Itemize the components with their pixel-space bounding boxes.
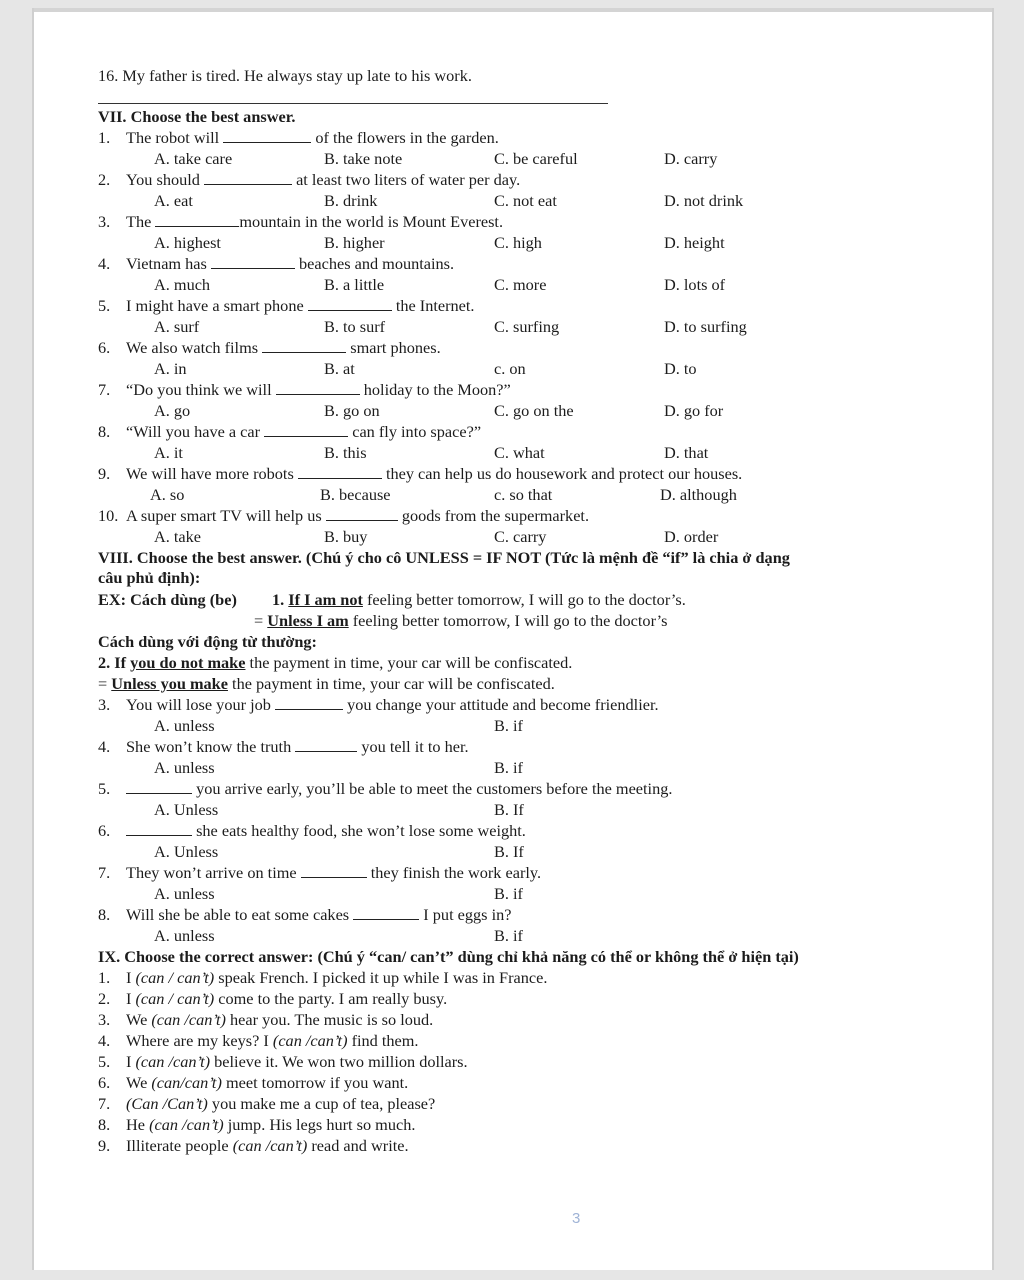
section-9-title: IX. Choose the correct answer: (Chú ý “can/ can’t” dùng chỉ khả năng có thể or không thể ở hiện tại) — [98, 947, 799, 966]
question-number: 7. — [98, 863, 111, 882]
option-a[interactable]: A. go — [154, 401, 191, 420]
question-stem: She won’t know the truth you tell it to her. — [126, 737, 469, 756]
option-b[interactable]: B. If — [494, 842, 524, 861]
question-stem: Will she be able to eat some cakes I put eggs in? — [126, 905, 512, 924]
option-c[interactable]: C. more — [494, 275, 547, 294]
answer-line-16 — [98, 103, 608, 104]
option-d[interactable]: D. to surfing — [664, 317, 747, 336]
option-c[interactable]: c. on — [494, 359, 526, 378]
question-stem: You will lose your job you change your attitude and become friendlier. — [126, 695, 659, 714]
question-stem: “Will you have a car can fly into space?” — [126, 422, 482, 441]
choice-option[interactable]: (can /can’t) — [149, 1115, 224, 1134]
answer-blank[interactable] — [262, 338, 346, 353]
question-number: 5. — [98, 779, 111, 798]
page-number: 3 — [572, 1210, 581, 1227]
question-number: 10. — [98, 506, 119, 525]
example-underlined: you do not make — [130, 653, 246, 672]
page-top-border — [34, 8, 992, 12]
option-b[interactable]: B. higher — [324, 233, 385, 252]
option-b[interactable]: B. if — [494, 758, 523, 777]
option-c[interactable]: C. be careful — [494, 149, 578, 168]
example-text: feeling better tomorrow, I will go to the doctor’s — [348, 611, 668, 630]
question-number: 3. — [98, 695, 111, 714]
question-stem: Vietnam has beaches and mountains. — [126, 254, 455, 273]
option-b[interactable]: B. take note — [324, 149, 403, 168]
section-7-title: VII. Choose the best answer. — [98, 107, 296, 126]
option-d[interactable]: D. that — [664, 443, 709, 462]
example-label: EX: Cách dùng (be) — [98, 590, 237, 609]
question-stem: you arrive early, you’ll be able to meet the customers before the meeting. — [126, 779, 672, 799]
option-a[interactable]: A. eat — [154, 191, 193, 210]
choice-option[interactable]: (can/can’t) — [151, 1073, 222, 1092]
option-a[interactable]: A. it — [154, 443, 183, 462]
option-c[interactable]: C. surfing — [494, 317, 560, 336]
answer-blank[interactable] — [353, 905, 419, 920]
choice-option[interactable]: (Can /Can’t) — [126, 1094, 208, 1113]
option-a[interactable]: A. unless — [154, 758, 215, 777]
answer-blank[interactable] — [295, 737, 357, 752]
option-d[interactable]: D. height — [664, 233, 725, 252]
option-a[interactable]: A. take — [154, 527, 202, 546]
option-b[interactable]: B. this — [324, 443, 367, 462]
option-c[interactable]: c. so that — [494, 485, 553, 504]
choice-option[interactable]: (can /can’t) — [151, 1010, 226, 1029]
question-stem: The mountain in the world is Mount Everest. — [126, 212, 504, 231]
question-stem: We will have more robots they can help us do housework and protect our houses. — [126, 464, 743, 483]
answer-blank[interactable] — [126, 779, 192, 794]
question-number: 7. — [98, 380, 111, 399]
question-stem: she eats healthy food, she won’t lose some weight. — [126, 821, 526, 841]
answer-blank[interactable] — [211, 254, 295, 269]
option-d[interactable]: D. carry — [664, 149, 718, 168]
question-number: 4. — [98, 737, 111, 756]
question-stem: They won’t arrive on time they finish the work early. — [126, 863, 542, 882]
option-d[interactable]: D. lots of — [664, 275, 726, 294]
worksheet-page: 16. My father is tired. He always stay up late to his work. VII. Choose the best answer. 1. The robot will of the flowers in the garden. A. take care B. take note C. be careful D. carry 2. You should at least two liters of water per day. A. eat B. drink C. not eat D. not drink 3. The mountain in the world is Mount Everest. A. highest B. higher C. high D. height 4. Vietnam has beaches and mountains. A. much B. a little C. more D. lots of 5. I might have a smart phone the Internet. A. surf B. to surf C. surfing D. to surfing 6. We also watch films smart phones. A. in B. at c. on D. to 7. “Do you think we will holiday to the Moon?” A. go B. go on C. go on the D. go for 8. “Will you have a car can fly into space?” A. it B. this C. what D. that 9. We will have more robots they can help us do housework and protect our houses. A. so B. because c. so that D. although 10. A super smart TV will help us goods from the supermarket. A. take B. buy C. carry D. order VIII. Choose the best answer. (Chú ý cho cô UNLESS = IF NOT (Tức là mệnh đề “if” là chia ở dạng câu phủ định): EX: Cách dùng (be) 1. If I am not feeling better tomorrow, I will go to the doctor’s. = Unless I am feeling better tomorrow, I will go to the doctor’s Cách dùng với động từ thường: 2. If you do not make the payment in time, your car will be confiscated. = Unless you make the payment in time, your car will be confiscated. 3. You will lose your job you change your attitude and become friendlier. A. unless B. if 4. She won’t know the truth you tell it to her. A. unless B. if 5. you arrive early, you’ll be able to meet the customers before the meeting. A. Unless B. If 6. she eats healthy food, she won’t lose some weight. A. Unless B. If 7. They won’t arrive on time they finish the work early. A. unless B. if 8. Will she be able to eat some cakes I put eggs in? A. unless B. if IX. Choose the correct answer: (Chú ý “can/ can’t” dùng chỉ khả năng có thể or không thể ở hiện tại) 1. I (can / can’t) speak French. I picked it up while I was in France. 2. I (can / can’t) come to the party. I am really busy. 3. We (can /can’t) hear you. The music is so loud. 4. Where are my keys? I (can /can’t) find them. 5. I (can /can’t) believe it. We won two million dollars. 6. We (can/can’t) meet tomorrow if you want. 7. (Can /Can’t) you make me a cup of tea, please? 8. He (can /can’t) jump. His legs hurt so much. 9. Illiterate people (can /can’t) read and write. 3 — [32, 8, 994, 1270]
option-a[interactable]: A. so — [150, 485, 185, 504]
option-a[interactable]: A. unless — [154, 884, 215, 903]
option-b[interactable]: B. to surf — [324, 317, 386, 336]
option-d[interactable]: D. order — [664, 527, 719, 546]
option-b[interactable]: B. if — [494, 716, 523, 735]
option-d[interactable]: D. to — [664, 359, 697, 378]
option-a[interactable]: A. surf — [154, 317, 200, 336]
example-number: 1. — [272, 590, 285, 609]
option-c[interactable]: C. carry — [494, 527, 547, 546]
choice-option[interactable]: (can /can’t) — [272, 1031, 348, 1050]
option-b[interactable]: B. If — [494, 800, 524, 819]
option-a[interactable]: A. much — [154, 275, 211, 294]
question-number: 8. — [98, 422, 111, 441]
option-a[interactable]: A. unless — [154, 926, 215, 945]
question-number: 3. — [98, 212, 111, 231]
question-stem: The robot will of the flowers in the garden. — [126, 128, 499, 147]
answer-blank[interactable] — [204, 170, 292, 185]
option-b[interactable]: B. drink — [324, 191, 378, 210]
example-text: the payment in time, your car will be confiscated. — [227, 674, 555, 693]
question-number: 8. — [98, 905, 111, 924]
question-stem: A super smart TV will help us goods from the supermarket. — [126, 506, 590, 525]
example-underlined: Unless I am — [267, 611, 349, 630]
question-number: 6. — [98, 338, 111, 357]
example-2b: = Unless you make the payment in time, your car will be confiscated. — [98, 674, 555, 693]
option-a[interactable]: A. highest — [154, 233, 221, 252]
option-a[interactable]: A. take care — [154, 149, 233, 168]
question-number: 4. — [98, 254, 111, 273]
option-b[interactable]: B. buy — [324, 527, 368, 546]
answer-blank[interactable] — [155, 212, 239, 227]
option-b[interactable]: B. because — [320, 485, 391, 504]
option-c[interactable]: C. go on the — [494, 401, 574, 420]
answer-blank[interactable] — [126, 821, 192, 836]
example-underlined: If I am not — [288, 590, 363, 609]
choice-option[interactable]: (can /can’t) — [135, 1052, 211, 1071]
option-c[interactable]: C. what — [494, 443, 545, 462]
example-text: the payment in time, your car will be confiscated. — [245, 653, 573, 672]
question-number: 9. — [98, 464, 111, 483]
option-c[interactable]: C. not eat — [494, 191, 557, 210]
example-1 — [98, 590, 686, 610]
question-stem: “Do you think we will holiday to the Moon?” — [126, 380, 511, 399]
answer-blank[interactable] — [264, 422, 348, 437]
option-a[interactable]: A. Unless — [154, 800, 219, 819]
answer-blank[interactable] — [223, 128, 311, 143]
option-b[interactable]: B. if — [494, 926, 523, 945]
question-stem: I might have a smart phone the Internet. — [126, 296, 475, 315]
question-number: 6. — [98, 821, 111, 840]
option-d[interactable]: D. not drink — [664, 191, 744, 210]
option-b[interactable]: B. a little — [324, 275, 385, 294]
option-b[interactable]: B. at — [324, 359, 355, 378]
answer-blank[interactable] — [326, 506, 398, 521]
example-2: 2. If you do not make the payment in time, your car will be confiscated. — [98, 653, 573, 672]
section-8-title: VIII. Choose the best answer. (Chú ý cho cô UNLESS = IF NOT (Tức là mệnh đề “if” là chia ở dạng — [98, 548, 790, 567]
choice-option[interactable]: (can /can’t) — [232, 1136, 308, 1155]
question-number: 5. — [98, 296, 111, 315]
question-number: 1. — [98, 128, 111, 147]
answer-blank[interactable] — [275, 695, 343, 710]
example-text: feeling better tomorrow, I will go to the doctor’s. — [362, 590, 686, 609]
answer-blank[interactable] — [301, 863, 367, 878]
question-stem: We also watch films smart phones. — [126, 338, 441, 357]
example-underlined: Unless you make — [111, 674, 228, 693]
option-a[interactable]: A. unless — [154, 716, 215, 735]
option-b[interactable]: B. go on — [324, 401, 380, 420]
option-c[interactable]: C. high — [494, 233, 542, 252]
question-16: 16. My father is tired. He always stay up late to his work. — [98, 66, 472, 85]
question-number: 2. — [98, 170, 111, 189]
option-b[interactable]: B. if — [494, 884, 523, 903]
option-d[interactable]: D. although — [660, 485, 737, 504]
choice-option[interactable]: (can / can’t) — [135, 989, 215, 1008]
question-stem: You should at least two liters of water per day. — [126, 170, 521, 189]
option-d[interactable]: D. go for — [664, 401, 724, 420]
choice-option[interactable]: (can / can’t) — [135, 968, 215, 987]
answer-blank[interactable] — [308, 296, 392, 311]
option-a[interactable]: A. Unless — [154, 842, 219, 861]
answer-blank[interactable] — [276, 380, 360, 395]
verb-usage-label: Cách dùng với động từ thường: — [98, 632, 317, 651]
option-a[interactable]: A. in — [154, 359, 187, 378]
section-8-title-cont: câu phủ định): — [98, 568, 201, 587]
answer-blank[interactable] — [298, 464, 382, 479]
